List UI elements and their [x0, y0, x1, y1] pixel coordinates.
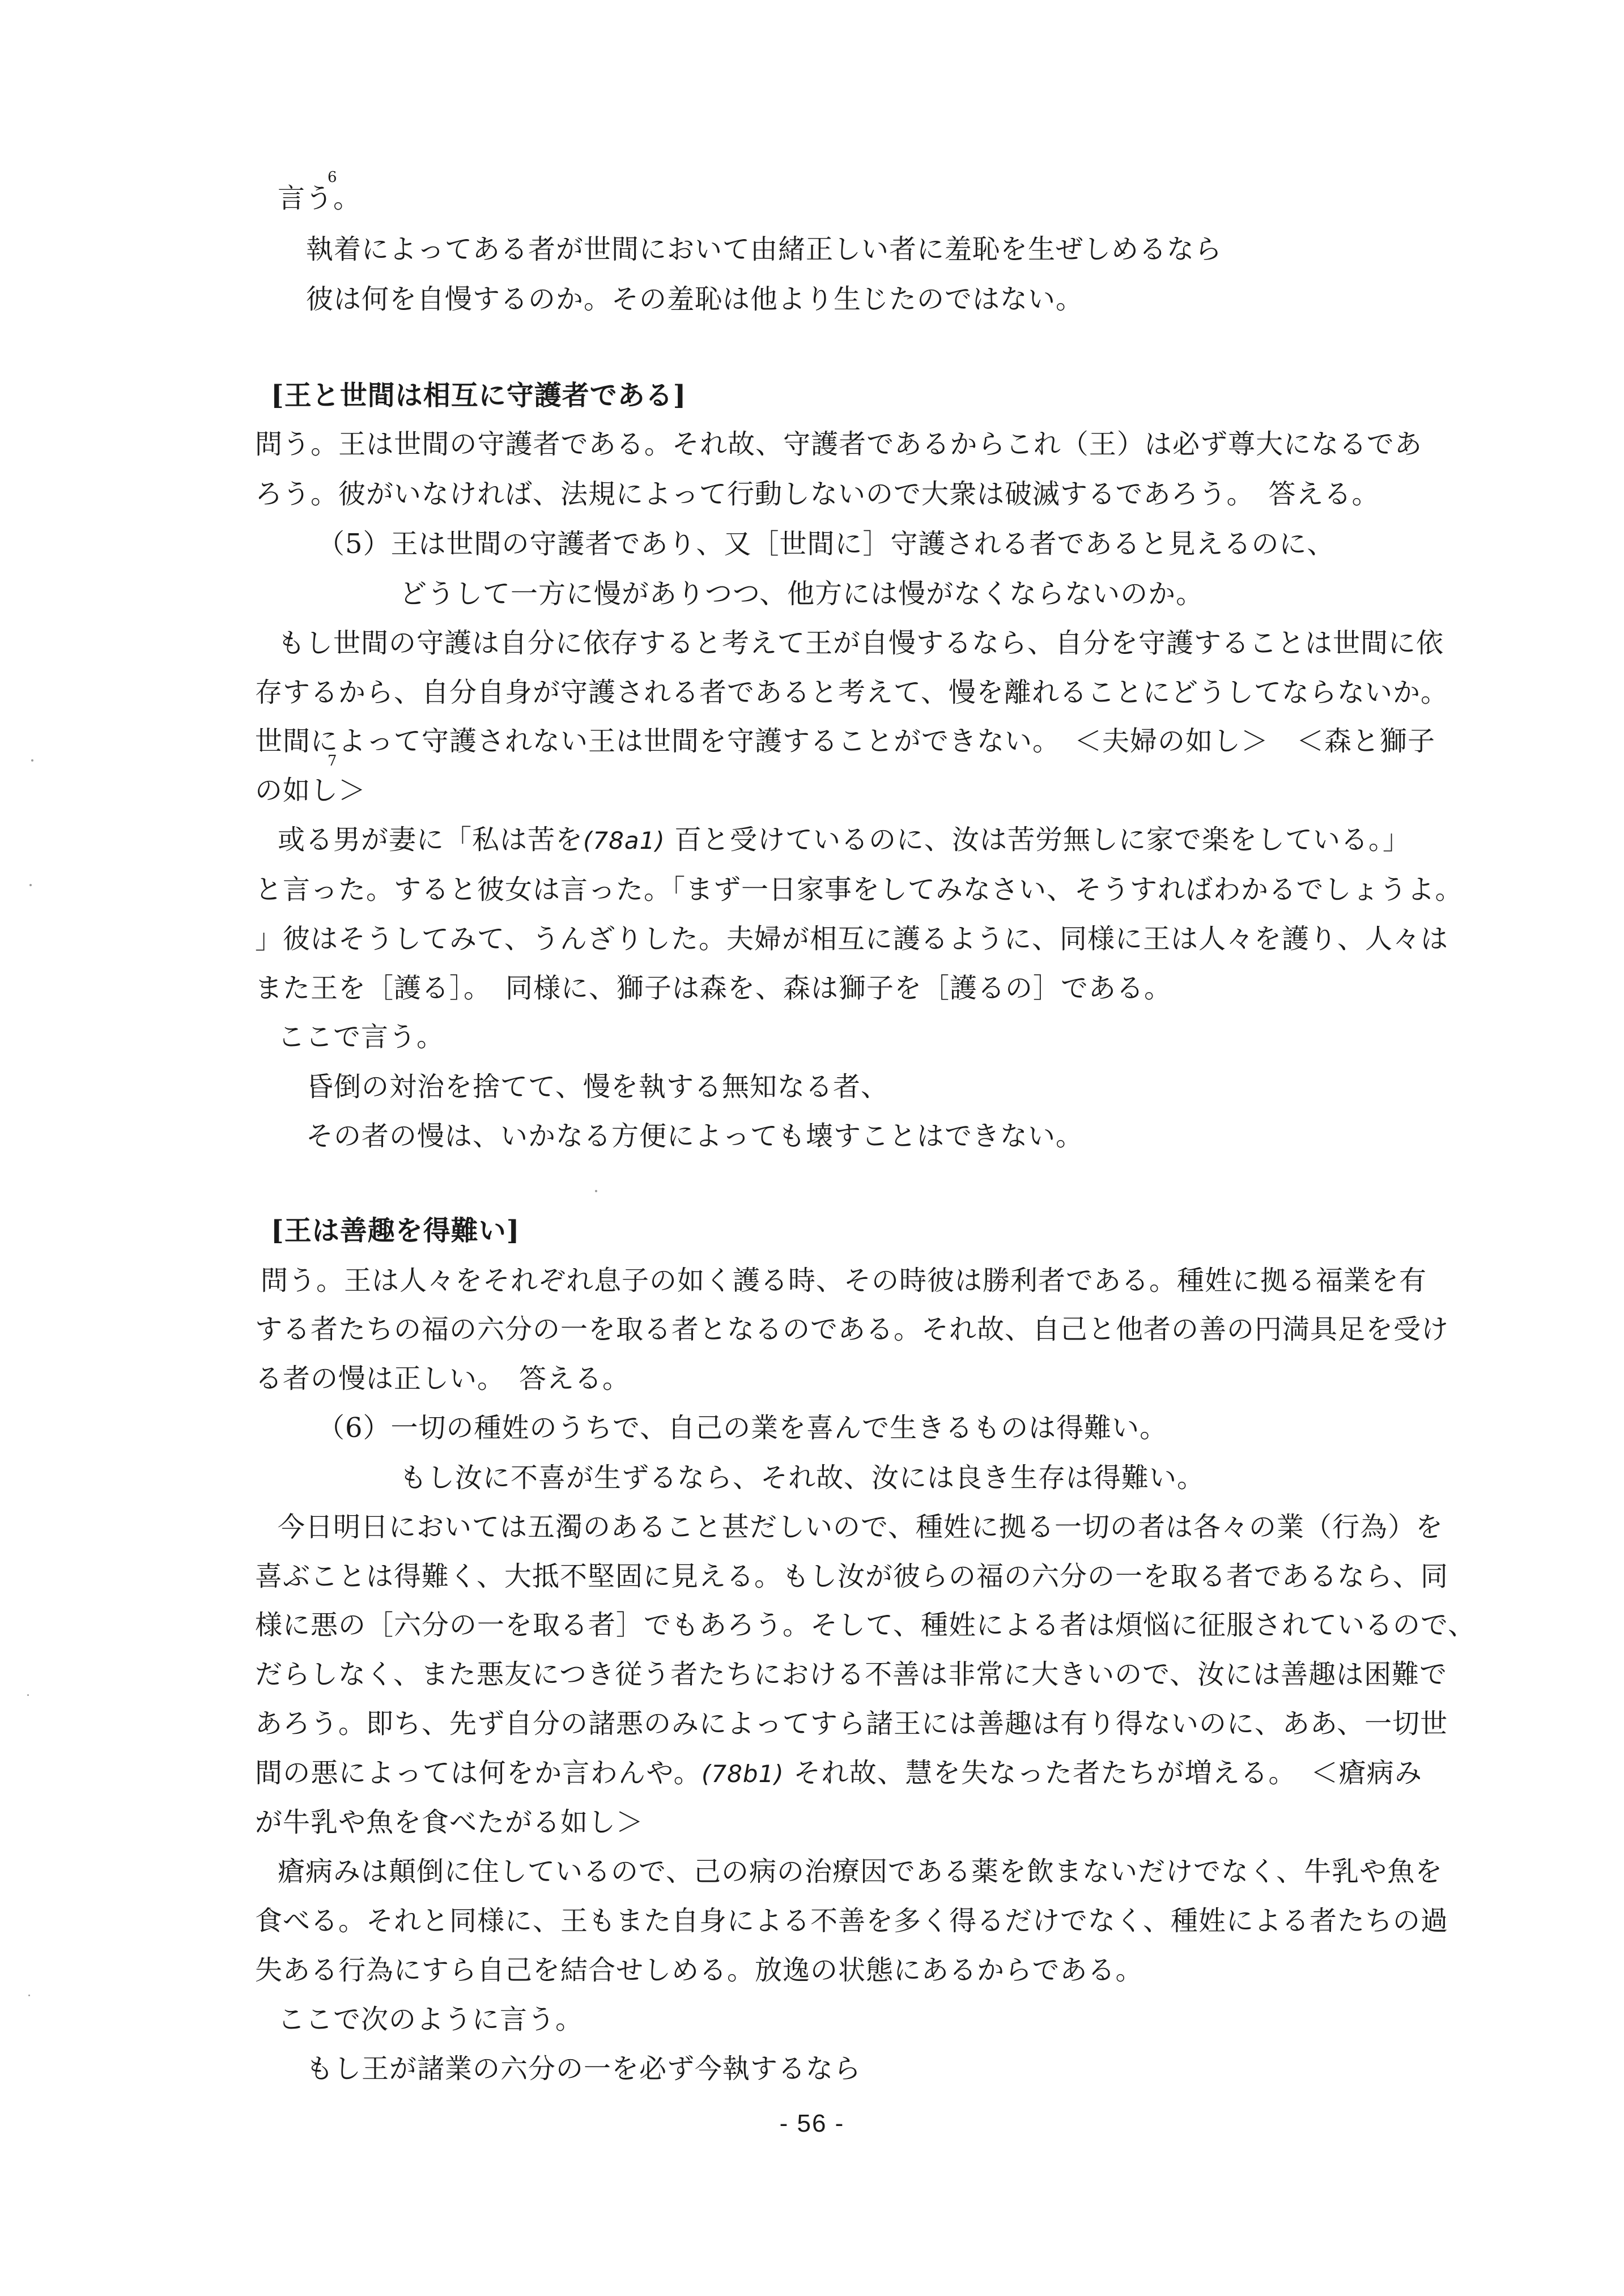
folio-reference: (78b1)	[702, 1760, 784, 1788]
text-line: ここで次のように言う。	[278, 2004, 584, 2035]
text-line: が牛乳や魚を食べたがる如し＞	[255, 1806, 644, 1838]
verse-line: （6）一切の種姓のうちで、自己の業を喜んで生きるものは得難い。	[317, 1412, 1168, 1444]
text-line: 今日明日においては五濁のあること甚だしいので、種姓に拠る一切の者は各々の業（行為）を	[278, 1511, 1444, 1543]
text-line: ろう。彼がいなければ、法規によって行動しないので大衆は破滅するであろう。 答える。	[255, 478, 1380, 510]
footnote-marker: 7	[328, 752, 337, 769]
scan-speck	[28, 1995, 30, 1996]
section-heading: [王は善趣を得難い]	[271, 1215, 520, 1247]
text-line: あろう。即ち、先ず自分の諸悪のみによってすら諸王には善趣は有り得ないのに、ああ、一切世	[255, 1708, 1448, 1740]
text-line: 世間によって守護されない王は世間を守護することができない。 ＜夫婦の如し＞ ＜森と獅子	[255, 725, 1436, 757]
page-number: - 56 -	[779, 2110, 845, 2137]
verse-line: 執着によってある者が世間において由緒正しい者に羞恥を生ぜしめるなら	[306, 233, 1223, 265]
scan-speck	[27, 1694, 29, 1696]
text-line: もし世間の守護は自分に依存すると考えて王が自慢するなら、自分を守護することは世間に依	[278, 627, 1444, 659]
text-line: 問う。王は人々をそれぞれ息子の如く護る時、その時彼は勝利者である。種姓に拠る福業を有	[261, 1265, 1427, 1296]
text-line: と言った。すると彼女は言った。「まず一日家事をしてみなさい、そうすればわかるでしょうよ。	[255, 874, 1463, 905]
verse-line: （5）王は世間の守護者であり、又［世間に］守護される者であると見えるのに、	[317, 528, 1335, 560]
text-line: る者の慢は正しい。 答える。	[255, 1363, 631, 1394]
section-heading: [王と世間は相互に守護者である]	[271, 380, 687, 411]
text-line: する者たちの福の六分の一を取る者となるのである。それ故、自己と他者の善の円満具足を受け	[255, 1313, 1449, 1345]
text-line: 様に悪の［六分の一を取る者］でもあろう。そして、種姓による者は煩悩に征服されているので、	[255, 1609, 1476, 1641]
scan-speck	[29, 884, 32, 886]
text-line: 瘡病みは顛倒に住しているので、己の病の治療因である薬を飲まないだけでなく、牛乳や魚を	[278, 1856, 1443, 1887]
text-line: の如し＞	[255, 775, 367, 806]
text-line	[278, 823, 1410, 858]
text-span: 間の悪によっては何をか言わんや。	[255, 1757, 702, 1789]
verse-line: もし汝に不喜が生ずるなら、それ故、汝には良き生存は得難い。	[399, 1462, 1205, 1494]
text-line: 存するから、自分自身が守護される者であると考えて、慢を離れることにどうしてならないか。	[255, 677, 1449, 708]
scan-speck	[31, 759, 33, 762]
text-line: 失ある行為にすら自己を結合せしめる。放逸の状態にあるからである。	[255, 1954, 1143, 1986]
text-line: また王を［護る］。 同様に、獅子は森を、森は獅子を［護るの］である。	[255, 972, 1172, 1004]
text-span: 或る男が妻に「私は苦を	[278, 824, 584, 856]
verse-line: もし王が諸業の六分の一を必ず今執するなら	[306, 2053, 862, 2085]
text-line: 言う。	[278, 182, 362, 214]
verse-line: 彼は何を自慢するのか。その羞恥は他より生じたのではない。	[306, 283, 1084, 315]
text-line: 食べる。それと同様に、王もまた自身による不善を多く得るだけでなく、種姓による者たちの過	[255, 1905, 1449, 1937]
text-span: 百と受けているのに、汝は苦労無しに家で楽をしている。」	[674, 824, 1410, 856]
text-line	[255, 1756, 1422, 1791]
text-line: 問う。王は世間の守護者である。それ故、守護者であるからこれ（王）は必ず尊大になるであ	[255, 428, 1422, 460]
text-span: それ故、慧を失なった者たちが増える。 ＜瘡病み	[793, 1757, 1422, 1789]
folio-reference: (78a1)	[583, 827, 665, 854]
text-line: 」彼はそうしてみて、うんざりした。夫婦が相互に護るように、同様に王は人々を護り、人々は	[255, 923, 1449, 955]
text-line: だらしなく、また悪友につき従う者たちにおける不善は非常に大きいので、汝には善趣は困難で	[255, 1659, 1448, 1690]
scan-speck	[595, 1190, 597, 1192]
verse-line: どうして一方に慢がありつつ、他方には慢がなくならないのか。	[399, 578, 1204, 610]
footnote-marker: 6	[328, 169, 337, 186]
text-line: 喜ぶことは得難く、大抵不堅固に見える。もし汝が彼らの福の六分の一を取る者であるなら、同	[255, 1561, 1449, 1592]
verse-line: その者の慢は、いかなる方便によっても壊すことはできない。	[306, 1120, 1084, 1152]
verse-line: 昏倒の対治を捨てて、慢を執する無知なる者、	[306, 1071, 889, 1103]
text-line: ここで言う。	[278, 1021, 445, 1053]
